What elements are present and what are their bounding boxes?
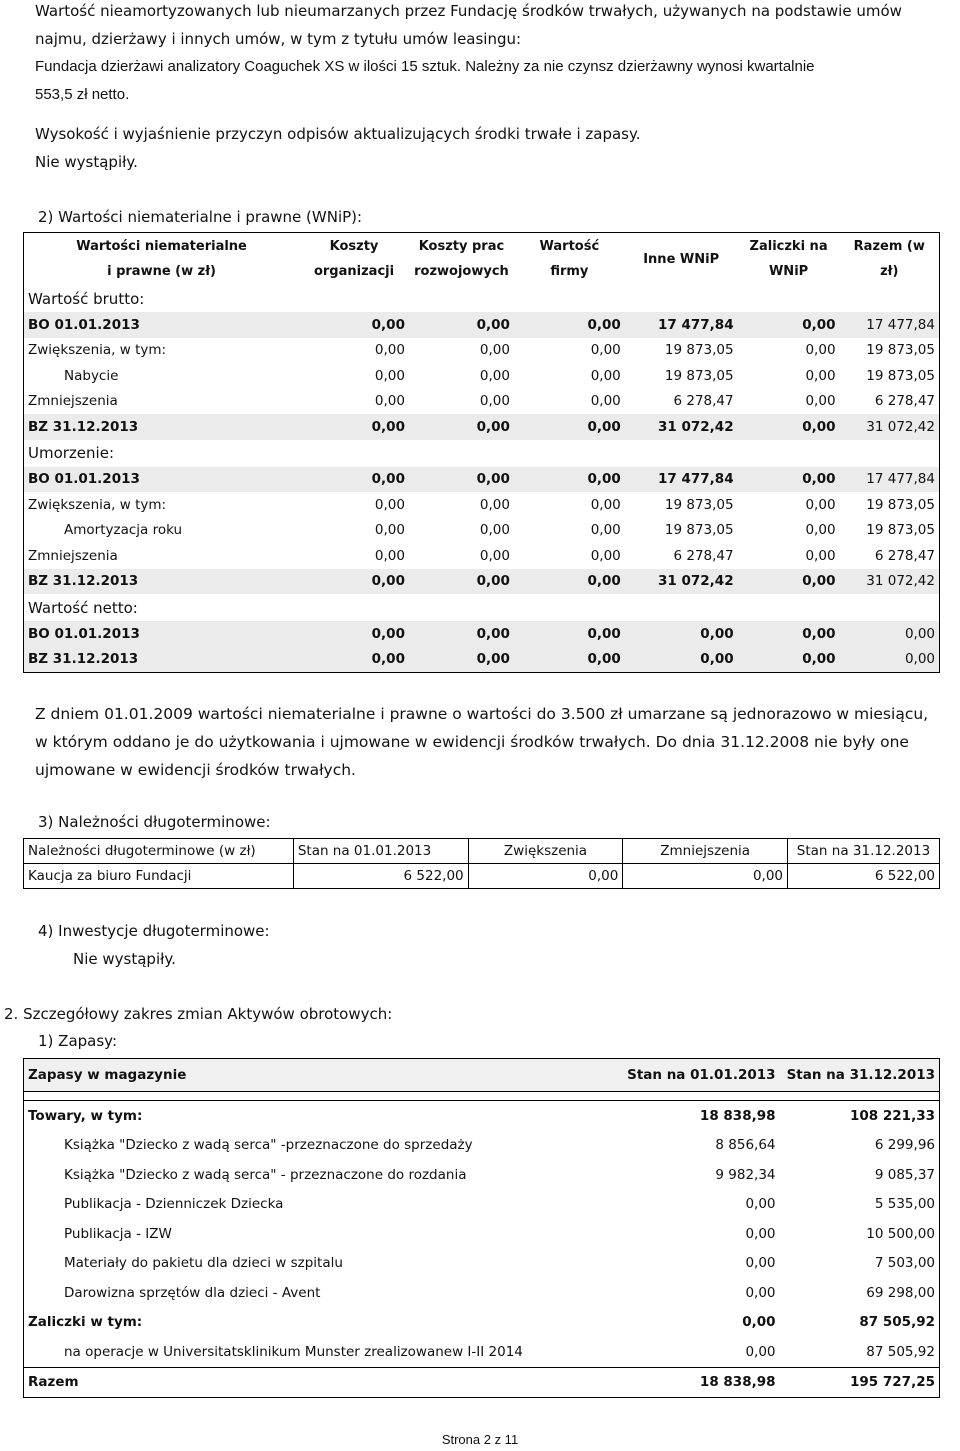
value-cell: 19 873,05 <box>866 367 935 384</box>
value-cell: 195 727,25 <box>780 1367 940 1398</box>
row-label: Książka "Dziecko z wadą serca" - przeznaczone do rozdania <box>64 1166 467 1183</box>
intro-block <box>35 0 902 109</box>
value-cell: 17 477,84 <box>840 312 940 338</box>
value-cell: 0,00 <box>590 367 621 384</box>
header-text: Wartości niematerialne <box>76 239 247 254</box>
header-text: rozwojowych <box>414 264 509 279</box>
table-row <box>24 1337 940 1367</box>
table-row <box>24 864 940 889</box>
value-cell: 6 522,00 <box>293 864 468 889</box>
header-text: Zaliczki na <box>749 239 828 254</box>
value-cell: 0,00 <box>805 547 836 564</box>
value-cell: 0,00 <box>738 647 840 673</box>
header-text: WNiP <box>768 264 809 279</box>
inventory-heading: 1) Zapasy: <box>38 1032 117 1050</box>
value-cell: 0,00 <box>514 647 625 673</box>
value-cell: 69 298,00 <box>866 1284 935 1301</box>
value-cell: 0,00 <box>374 342 405 359</box>
value-cell: 18 838,98 <box>617 1367 780 1398</box>
receivables-table <box>23 838 940 889</box>
value-cell: 0,00 <box>299 312 409 338</box>
table-row <box>24 1160 940 1190</box>
header-cell: Należności długoterminowe (w zł) <box>24 839 294 864</box>
value-cell: 0,00 <box>468 864 623 889</box>
table-row <box>24 1190 940 1220</box>
header-cell: Zmniejszenia <box>623 839 788 864</box>
section-title: Wartość netto: <box>28 598 138 617</box>
table-row <box>24 1367 940 1398</box>
note-line: ujmowane w ewidencji środków trwałych. <box>35 761 356 779</box>
row-label: na operacje w Universitatsklinikum Munster zrealizowanew I-II 2014 <box>64 1343 523 1360</box>
value-cell: 0,00 <box>374 547 405 564</box>
table-row <box>24 647 940 673</box>
table-row <box>24 1131 940 1161</box>
note-line: w którym oddano je do użytkowania i ujmowane w ewidencji środków trwałych. Do dnia 31.12.2008 nie były one <box>35 733 909 751</box>
table-row <box>24 621 940 647</box>
value-cell: 87 505,92 <box>859 1314 935 1331</box>
value-cell: 0,00 <box>479 367 510 384</box>
value-cell: 0,00 <box>590 393 621 410</box>
table-row <box>24 467 940 493</box>
value-cell: 6 278,47 <box>673 547 734 564</box>
row-label: BO 01.01.2013 <box>24 312 300 338</box>
wnip-header-row <box>24 233 940 286</box>
value-cell: 5 535,00 <box>874 1196 935 1213</box>
value-cell: 18 838,98 <box>617 1101 780 1131</box>
intro-line: 553,5 zł netto. <box>35 86 130 103</box>
value-cell: 0,00 <box>745 1284 776 1301</box>
header-cell: Stan na 01.01.2013 <box>617 1059 780 1092</box>
table-row <box>24 389 940 415</box>
section-title-row <box>24 594 940 621</box>
value-cell: 0,00 <box>805 522 836 539</box>
value-cell: 6 522,00 <box>788 864 940 889</box>
value-cell: 0,00 <box>479 496 510 513</box>
table-row <box>24 492 940 518</box>
value-cell: 0,00 <box>299 647 409 673</box>
value-cell: 31 072,42 <box>625 414 738 440</box>
intro-line: Fundacja dzierżawi analizatory Coaguchek XS w ilości 15 sztuk. Należny za nie czynsz dzierżawny wynosi kwartalnie <box>35 58 815 75</box>
table-row <box>24 1308 940 1338</box>
header-cell <box>24 233 300 286</box>
value-cell: 0,00 <box>514 467 625 493</box>
row-label: BO 01.01.2013 <box>24 621 300 647</box>
value-cell: 19 873,05 <box>866 496 935 513</box>
row-label: BZ 31.12.2013 <box>24 647 300 673</box>
row-label: Książka "Dziecko z wadą serca" -przeznaczone do sprzedaży <box>64 1137 473 1154</box>
header-cell: Zapasy w magazynie <box>24 1059 617 1092</box>
value-cell: 17 477,84 <box>625 312 738 338</box>
value-cell: 0,00 <box>409 569 514 595</box>
header-text: zł) <box>880 264 899 279</box>
value-cell: 0,00 <box>409 647 514 673</box>
value-cell: 87 505,92 <box>866 1343 935 1360</box>
table-row <box>24 518 940 544</box>
value-cell: 0,00 <box>299 414 409 440</box>
value-cell: 0,00 <box>840 647 940 673</box>
header-cell <box>409 233 514 286</box>
write-down-text: Nie wystąpiły. <box>35 153 138 171</box>
header-cell: Stan na 31.12.2013 <box>780 1059 940 1092</box>
row-label: Publikacja - Dzienniczek Dziecka <box>64 1196 284 1213</box>
value-cell: 0,00 <box>738 467 840 493</box>
value-cell: 0,00 <box>738 621 840 647</box>
row-label: Zaliczki w tym: <box>28 1314 143 1331</box>
value-cell: 0,00 <box>625 647 738 673</box>
value-cell: 19 873,05 <box>664 367 734 384</box>
value-cell: 0,00 <box>299 467 409 493</box>
spacer-cell <box>24 1092 940 1101</box>
value-cell: 0,00 <box>742 1314 776 1331</box>
row-label: Zwiększenia, w tym: <box>28 342 167 359</box>
row-label: BZ 31.12.2013 <box>24 569 300 595</box>
header-text: Inne WNiP <box>643 251 720 267</box>
row-label: Zmniejszenia <box>28 393 118 410</box>
value-cell: 6 278,47 <box>874 547 935 564</box>
inventory-header-row <box>24 1059 940 1092</box>
value-cell: 0,00 <box>409 414 514 440</box>
inventory-table <box>23 1058 940 1398</box>
value-cell: 6 278,47 <box>874 393 935 410</box>
table-row <box>24 414 940 440</box>
value-cell: 0,00 <box>805 342 836 359</box>
receivables-header-row <box>24 839 940 864</box>
section-title: Umorzenie: <box>28 444 114 462</box>
value-cell: 0,00 <box>374 367 405 384</box>
value-cell: 17 477,84 <box>625 467 738 493</box>
value-cell: 0,00 <box>805 496 836 513</box>
wnip-table <box>23 232 940 673</box>
value-cell: 0,00 <box>374 393 405 410</box>
value-cell: 10 500,00 <box>866 1225 935 1242</box>
header-cell: Stan na 01.01.2013 <box>293 839 468 864</box>
value-cell: 19 873,05 <box>664 496 734 513</box>
value-cell: 0,00 <box>514 414 625 440</box>
value-cell: 0,00 <box>625 621 738 647</box>
value-cell: 0,00 <box>590 547 621 564</box>
value-cell: 0,00 <box>745 1343 776 1360</box>
value-cell: 0,00 <box>409 312 514 338</box>
value-cell: 8 856,64 <box>715 1137 776 1154</box>
header-cell <box>840 233 940 286</box>
header-text: firmy <box>550 264 589 279</box>
row-label: BO 01.01.2013 <box>24 467 300 493</box>
value-cell: 0,00 <box>590 522 621 539</box>
value-cell: 19 873,05 <box>664 342 734 359</box>
table-row <box>24 1249 940 1279</box>
value-cell: 31 072,42 <box>625 569 738 595</box>
value-cell: 0,00 <box>805 367 836 384</box>
value-cell: 31 072,42 <box>840 414 940 440</box>
write-down-heading: Wysokość i wyjaśnienie przyczyn odpisów aktualizujących środki trwałe i zapasy. <box>35 125 641 143</box>
value-cell: 0,00 <box>745 1255 776 1272</box>
value-cell: 0,00 <box>514 569 625 595</box>
value-cell: 9 982,34 <box>715 1166 776 1183</box>
table-row <box>24 338 940 364</box>
row-label: Zwiększenia, w tym: <box>28 496 167 513</box>
value-cell: 0,00 <box>479 522 510 539</box>
row-label: Amortyzacja roku <box>64 522 183 539</box>
section2-heading: 2. Szczegółowy zakres zmian Aktywów obrotowych: <box>4 1005 393 1023</box>
value-cell: 31 072,42 <box>840 569 940 595</box>
header-text: Razem (w <box>853 239 925 254</box>
row-label: Razem <box>24 1367 617 1398</box>
value-cell: 6 278,47 <box>673 393 734 410</box>
table-row <box>24 1278 940 1308</box>
value-cell: 0,00 <box>374 496 405 513</box>
value-cell: 9 085,37 <box>874 1166 935 1183</box>
table-row <box>24 1101 940 1131</box>
header-cell <box>514 233 625 286</box>
spacer-row <box>24 1092 940 1101</box>
value-cell: 0,00 <box>299 621 409 647</box>
investments-heading: 4) Inwestycje długoterminowe: <box>38 922 270 940</box>
value-cell: 0,00 <box>374 522 405 539</box>
header-cell <box>299 233 409 286</box>
value-cell: 0,00 <box>409 467 514 493</box>
page-footer: Strona 2 z 11 <box>441 1432 519 1447</box>
value-cell: 0,00 <box>840 621 940 647</box>
receivables-heading: 3) Należności długoterminowe: <box>38 813 271 831</box>
value-cell: 19 873,05 <box>866 522 935 539</box>
row-label: Zmniejszenia <box>28 547 118 564</box>
row-label: Kaucja za biuro Fundacji <box>24 864 294 889</box>
table-row <box>24 312 940 338</box>
value-cell: 0,00 <box>514 621 625 647</box>
value-cell: 17 477,84 <box>840 467 940 493</box>
value-cell: 0,00 <box>479 342 510 359</box>
header-text: i prawne (w zł) <box>107 264 216 279</box>
table-row <box>24 569 940 595</box>
row-label: Nabycie <box>64 367 119 384</box>
wnip-heading: 2) Wartości niematerialne i prawne (WNiP): <box>38 208 363 226</box>
header-cell <box>738 233 840 286</box>
value-cell: 0,00 <box>623 864 788 889</box>
row-label: Materiały do pakietu dla dzieci w szpitalu <box>64 1255 343 1272</box>
header-text: organizacji <box>313 264 395 279</box>
section-title-row <box>24 285 940 312</box>
value-cell: 0,00 <box>479 393 510 410</box>
intro-line: Wartość nieamortyzowanych lub nieumarzanych przez Fundację środków trwałych, używanych na podstawie umów <box>35 2 902 20</box>
value-cell: 0,00 <box>299 569 409 595</box>
value-cell: 0,00 <box>514 312 625 338</box>
header-cell: Stan na 31.12.2013 <box>788 839 940 864</box>
value-cell: 19 873,05 <box>866 342 935 359</box>
row-label: Towary, w tym: <box>24 1101 617 1131</box>
note-line: Z dniem 01.01.2009 wartości niematerialne i prawne o wartości do 3.500 zł umarzane są jednorazowo w miesiącu, <box>35 705 929 723</box>
value-cell: 6 299,96 <box>874 1137 935 1154</box>
value-cell: 0,00 <box>409 621 514 647</box>
row-label: Publikacja - IZW <box>64 1225 172 1242</box>
value-cell: 0,00 <box>590 496 621 513</box>
wnip-note <box>35 700 928 784</box>
value-cell: 7 503,00 <box>874 1255 935 1272</box>
section-title: Wartość brutto: <box>28 289 145 308</box>
value-cell: 0,00 <box>745 1225 776 1242</box>
header-cell <box>625 233 738 286</box>
value-cell: 0,00 <box>805 393 836 410</box>
value-cell: 0,00 <box>590 342 621 359</box>
table-row <box>24 1219 940 1249</box>
value-cell: 0,00 <box>738 569 840 595</box>
value-cell: 108 221,33 <box>780 1101 940 1131</box>
header-text: Wartość <box>539 239 600 254</box>
header-text: Koszty <box>329 239 379 254</box>
section-title-row <box>24 440 940 467</box>
value-cell: 0,00 <box>738 312 840 338</box>
row-label: BZ 31.12.2013 <box>24 414 300 440</box>
value-cell: 0,00 <box>479 547 510 564</box>
table-row <box>24 363 940 389</box>
value-cell: 19 873,05 <box>664 522 734 539</box>
investments-text: Nie wystąpiły. <box>73 950 176 968</box>
header-text: Koszty prac <box>418 239 505 254</box>
table-row <box>24 543 940 569</box>
value-cell: 0,00 <box>738 414 840 440</box>
header-cell: Zwiększenia <box>468 839 623 864</box>
row-label: Darowizna sprzętów dla dzieci - Avent <box>64 1284 321 1301</box>
value-cell: 0,00 <box>745 1196 776 1213</box>
intro-line: najmu, dzierżawy i innych umów, w tym z tytułu umów leasingu: <box>35 30 522 48</box>
